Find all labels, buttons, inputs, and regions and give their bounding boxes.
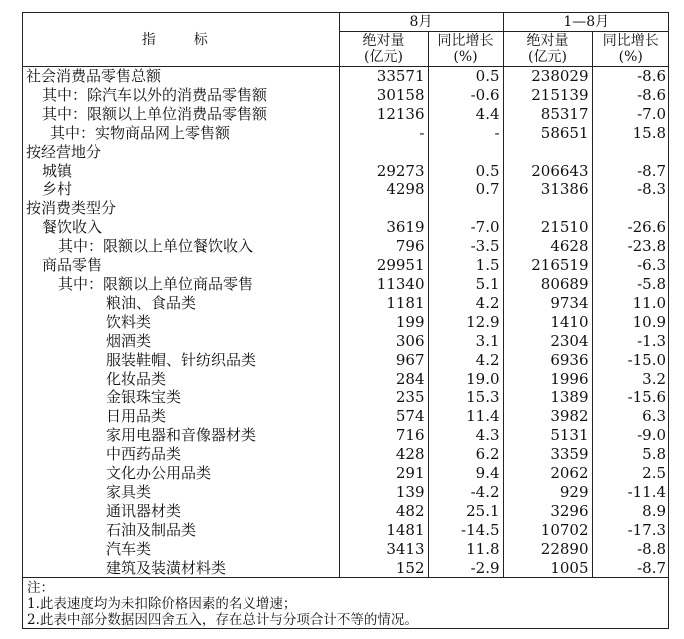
ytd-yoy-cell: 8.9 [642,501,667,520]
ytd-abs-cell: 31386 [503,180,592,199]
month-abs-cell [339,199,428,218]
ytd-yoy-cell: -23.8 [627,237,667,256]
table-row [23,483,669,502]
table-row [23,351,669,370]
ytd-abs-cell: 58651 [503,124,592,143]
ytd-abs-cell: 3982 [503,407,592,426]
ytd-abs-cell: 2062 [503,464,592,483]
table-row [23,502,669,521]
table-row [23,407,669,426]
ytd-abs-cell: 1410 [503,313,592,332]
month-abs-cell: 139 [339,483,428,502]
month-abs-cell: 291 [339,464,428,483]
ytd-yoy-cell: 2.5 [642,464,667,483]
month-abs-cell: 3619 [339,218,428,237]
table-body [23,67,669,578]
ytd-yoy-cell: 10.9 [632,312,667,331]
table-row [23,180,669,199]
row-label: 饮料类 [23,313,339,332]
month-abs-cell: 199 [339,313,428,332]
month-yoy-cell: 15.3 [428,388,503,407]
row-label: 家具类 [23,483,339,502]
row-label: 按消费类型分 [23,199,339,218]
ytd-abs-cell: 5131 [503,426,592,445]
row-label: 中西药品类 [23,445,339,464]
month-abs-cell [339,143,428,162]
month-yoy-cell: 19.0 [428,370,503,389]
month-yoy-cell: -0.6 [428,86,503,105]
row-label: 家用电器和音像器材类 [23,426,339,445]
ytd-abs-cell: 80689 [503,275,592,294]
ytd-abs-header-line1: 绝对量 [526,33,569,49]
table-row [23,199,669,218]
row-label: 文化办公用品类 [23,464,339,483]
note-line-2: 2.此表中部分数据因四舍五入，存在总计与分项合计不等的情况。 [27,612,418,629]
table-row [23,275,669,294]
month-abs-cell: - [339,124,428,143]
ytd-yoy-cell: -6.3 [637,256,667,275]
table-row [23,426,669,445]
month-abs-cell: 235 [339,388,428,407]
ytd-abs-cell: 238029 [503,67,592,86]
month-yoy-cell: -2.9 [428,559,503,578]
month-abs-cell: 716 [339,426,428,445]
month-abs-cell: 12136 [339,105,428,124]
row-label: 粮油、食品类 [23,294,339,313]
ytd-yoy-cell: -9.0 [637,426,667,445]
ytd-yoy-cell: -1.3 [637,331,667,350]
month-yoy-cell: 1.5 [428,256,503,275]
ytd-yoy-header-line2: (%) [618,49,643,65]
month-yoy-cell [428,199,503,218]
table-row [23,388,669,407]
month-yoy-cell: -7.0 [428,218,503,237]
ytd-yoy-cell: -5.8 [637,274,667,293]
table-row [23,445,669,464]
month-yoy-cell: 25.1 [428,502,503,521]
ytd-abs-cell: 1005 [503,559,592,578]
ytd-abs-cell: 3296 [503,502,592,521]
row-label: 烟酒类 [23,332,339,351]
notes-section [23,577,668,628]
month-yoy-cell: -4.2 [428,483,503,502]
ytd-abs-cell: 6936 [503,351,592,370]
month-abs-cell: 152 [339,559,428,578]
month-abs-cell: 306 [339,332,428,351]
ytd-yoy-cell: 3.2 [642,369,667,388]
ytd-abs-cell: 216519 [503,256,592,275]
row-label: 服装鞋帽、针纺织品类 [23,351,339,370]
table-row [23,67,669,86]
ytd-yoy-cell: -11.4 [627,482,667,501]
month-abs-cell: 4298 [339,180,428,199]
retail-sales-table [23,13,669,577]
ytd-abs-cell: 85317 [503,105,592,124]
row-label: 商品零售 [23,256,339,275]
month-abs-cell: 428 [339,445,428,464]
month-abs-header [339,32,428,67]
row-label: 金银珠宝类 [23,388,339,407]
ytd-abs-cell: 9734 [503,294,592,313]
month-yoy-cell: 11.4 [428,407,503,426]
ytd-abs-cell: 22890 [503,540,592,559]
table-row [23,143,669,162]
ytd-abs-cell: 3359 [503,445,592,464]
ytd-abs-cell: 929 [503,483,592,502]
month-yoy-cell: 0.7 [428,180,503,199]
ytd-abs-header-line2: (亿元) [528,49,567,65]
period-ytd-header: 1—8月 [503,13,669,32]
month-abs-cell: 30158 [339,86,428,105]
ytd-yoy-cell: -15.6 [627,388,667,407]
row-label: 日用品类 [23,407,339,426]
month-yoy-cell: 9.4 [428,464,503,483]
month-abs-cell: 33571 [339,67,428,86]
ytd-yoy-cell: -26.6 [627,218,667,237]
month-abs-cell: 1181 [339,294,428,313]
ytd-yoy-cell: -8.3 [637,180,667,199]
month-abs-cell: 967 [339,351,428,370]
period-month-header: 8月 [339,13,503,32]
ytd-yoy-cell: -8.6 [637,67,667,85]
row-label: 餐饮收入 [23,218,339,237]
ytd-yoy-cell: -8.7 [637,558,667,577]
month-yoy-cell: 6.2 [428,445,503,464]
month-abs-header-line1: 绝对量 [362,33,405,49]
ytd-abs-cell: 21510 [503,218,592,237]
row-label: 其中：限额以上单位餐饮收入 [23,237,339,256]
month-yoy-cell: - [428,124,503,143]
row-label: 其中：除汽车以外的消费品零售额 [23,86,339,105]
table-row [23,559,669,578]
ytd-yoy-cell: 11.0 [632,293,667,312]
month-yoy-cell: 0.5 [428,162,503,181]
month-yoy-cell: 3.1 [428,332,503,351]
month-yoy-cell: 11.8 [428,540,503,559]
month-yoy-cell: 5.1 [428,275,503,294]
row-label: 其中：实物商品网上零售额 [23,124,339,143]
month-abs-cell: 796 [339,237,428,256]
ytd-yoy-cell [592,199,669,218]
note-line-1: 1.此表速度均为未扣除价格因素的名义增速； [27,596,297,613]
month-yoy-cell: 4.4 [428,105,503,124]
month-abs-cell: 3413 [339,540,428,559]
month-abs-cell: 574 [339,407,428,426]
ytd-abs-cell: 215139 [503,86,592,105]
table-row [23,521,669,540]
month-yoy-cell: -14.5 [428,521,503,540]
ytd-abs-cell: 1996 [503,370,592,389]
ytd-yoy-cell: -8.8 [637,539,667,558]
table-row [23,124,669,143]
month-abs-cell: 1481 [339,521,428,540]
ytd-yoy-cell: -8.6 [637,85,667,104]
row-label: 建筑及装潢材料类 [23,559,339,578]
ytd-yoy-cell: 15.8 [632,123,667,142]
ytd-abs-header [503,32,592,67]
table-row [23,540,669,559]
month-yoy-header [428,32,503,67]
row-label: 社会消费品零售总额 [23,67,339,86]
month-yoy-cell: 0.5 [428,67,503,86]
month-abs-header-line2: (亿元) [364,49,403,65]
row-label: 按经营地分 [23,143,339,162]
table-row [23,313,669,332]
row-label: 其中：限额以上单位消费品零售额 [23,105,339,124]
ytd-abs-cell: 206643 [503,162,592,181]
ytd-yoy-cell: 5.8 [642,445,667,464]
month-yoy-header-line2: (%) [453,49,478,65]
ytd-yoy-header [592,32,669,67]
month-abs-cell: 29273 [339,162,428,181]
table-row [23,86,669,105]
ytd-abs-cell [503,143,592,162]
row-label: 乡村 [23,180,339,199]
table-row [23,218,669,237]
month-yoy-cell [428,143,503,162]
statistics-sheet [22,12,669,629]
table-row [23,370,669,389]
ytd-abs-cell: 10702 [503,521,592,540]
ytd-abs-cell: 4628 [503,237,592,256]
table-row [23,162,669,181]
ytd-abs-cell [503,199,592,218]
ytd-yoy-cell [592,143,669,162]
table-row [23,332,669,351]
month-yoy-cell: 12.9 [428,313,503,332]
month-yoy-cell: -3.5 [428,237,503,256]
row-label: 化妆品类 [23,370,339,389]
ytd-abs-cell: 2304 [503,332,592,351]
month-yoy-cell: 4.2 [428,294,503,313]
ytd-yoy-cell: -17.3 [627,520,667,539]
notes-title: 注： [27,580,54,597]
table-row [23,464,669,483]
row-label: 城镇 [23,162,339,181]
ytd-yoy-cell: 6.3 [642,407,667,426]
month-yoy-cell: 4.2 [428,351,503,370]
month-yoy-header-line1: 同比增长 [437,33,494,49]
month-abs-cell: 482 [339,502,428,521]
ytd-abs-cell: 1389 [503,388,592,407]
ytd-yoy-cell: -8.7 [637,161,667,180]
row-label: 汽车类 [23,540,339,559]
month-abs-cell: 11340 [339,275,428,294]
ytd-yoy-cell: -7.0 [637,104,667,123]
table-row [23,237,669,256]
row-label: 通讯器材类 [23,502,339,521]
month-abs-cell: 284 [339,370,428,389]
row-label: 其中：限额以上单位商品零售 [23,275,339,294]
ytd-yoy-cell: -15.0 [627,350,667,369]
ytd-yoy-header-line1: 同比增长 [602,33,659,49]
month-abs-cell: 29951 [339,256,428,275]
month-yoy-cell: 4.3 [428,426,503,445]
row-label: 石油及制品类 [23,521,339,540]
table-row [23,294,669,313]
table-row [23,105,669,124]
table-row [23,256,669,275]
indicator-header: 指 标 [23,13,339,67]
